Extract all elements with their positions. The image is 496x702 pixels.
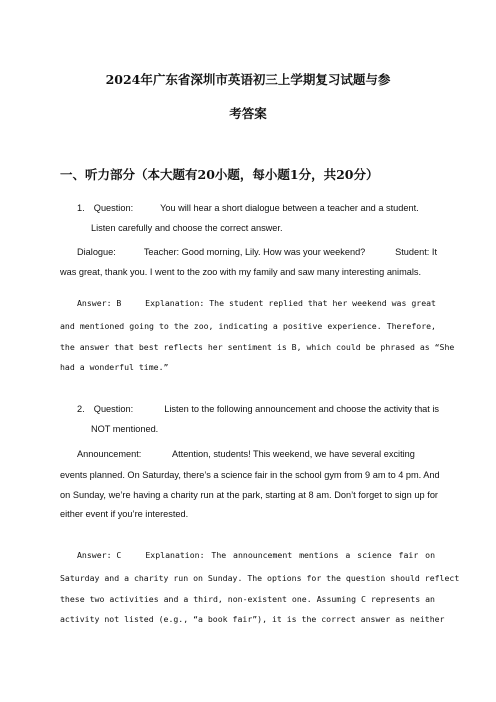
q1-dialogue-student: Student: It <box>395 247 437 257</box>
q1-dialogue-label: Dialogue: <box>77 247 116 257</box>
q2-explanation-block <box>60 568 460 630</box>
q1-explanation-line-4: had a wonderful time.” <box>60 362 169 372</box>
q1-question-line <box>77 199 419 219</box>
q2-announcement-line-1: events planned. On Saturday, there’s a science fair in the school gym from 9 am to 4 pm. And <box>60 470 440 480</box>
q1-number: 1. <box>77 203 85 213</box>
q1-instruction: Listen carefully and choose the correct answer. <box>91 223 283 233</box>
q2-announcement-line-3: either event if you’re interested. <box>60 509 189 519</box>
q2-number: 2. <box>77 404 85 414</box>
doc-title-line2: 考答案 <box>229 106 267 121</box>
q1-dialogue-teacher: Teacher: Good morning, Lily. How was your weekend? <box>143 247 366 257</box>
q2-announcement-label: Announcement: <box>77 449 142 459</box>
q2-announcement-text: Attention, students! This weekend, we have several exciting <box>171 449 415 459</box>
q1-question-text: You will hear a short dialogue between a teacher and a student. <box>160 203 419 213</box>
section-heading: 一、听力部分（本大题有20小题，每小题1分，共20分） <box>60 167 379 182</box>
q1-dialogue-continued: was great, thank you. I went to the zoo with my family and saw many interesting animals. <box>60 267 422 277</box>
q1-explanation-line-1: Explanation: The student replied that her weekend was great <box>145 298 436 308</box>
q2-answer-line <box>77 545 435 566</box>
q2-label: Question: <box>93 404 134 414</box>
q2-announcement-line <box>77 445 415 465</box>
q1-dialogue-line <box>77 243 437 263</box>
q1-label: Question: <box>93 203 134 213</box>
q2-announcement-line-2: on Sunday, we’re having a charity run at the park, starting at 8 am. Don’t forget to sign up for <box>60 489 438 500</box>
q1-explanation-line-2: and mentioned going to the zoo, indicating a positive experience. Therefore, <box>60 321 436 331</box>
doc-title-line1: 2024年广东省深圳市英语初三上学期复习试题与参 <box>105 72 391 87</box>
q2-answer: Answer: C <box>77 550 122 560</box>
q2-question-text: Listen to the following announcement and choose the activity that is <box>164 404 440 414</box>
q2-explanation-line-1: Explanation: The announcement mentions a science fair on <box>145 550 435 560</box>
q2-question-continued: NOT mentioned. <box>91 424 159 434</box>
q1-answer-line <box>77 293 436 314</box>
q1-answer: Answer: B <box>77 298 122 308</box>
q2-question-line <box>77 400 439 420</box>
q2-announcement-block <box>60 466 438 525</box>
q1-explanation-block <box>60 316 455 378</box>
q1-explanation-line-3: the answer that best reflects her sentiment is B, which could be phrased as “She <box>60 341 455 352</box>
q2-explanation-line-2: Saturday and a charity run on Sunday. The options for the question should reflect <box>60 573 460 583</box>
q2-explanation-line-4: activity not listed (e.g., “a book fair”), it is the correct answer as neither <box>60 614 445 624</box>
q2-explanation-line-3: these two activities and a third, non-existent one. Assuming C represents an <box>60 593 435 604</box>
